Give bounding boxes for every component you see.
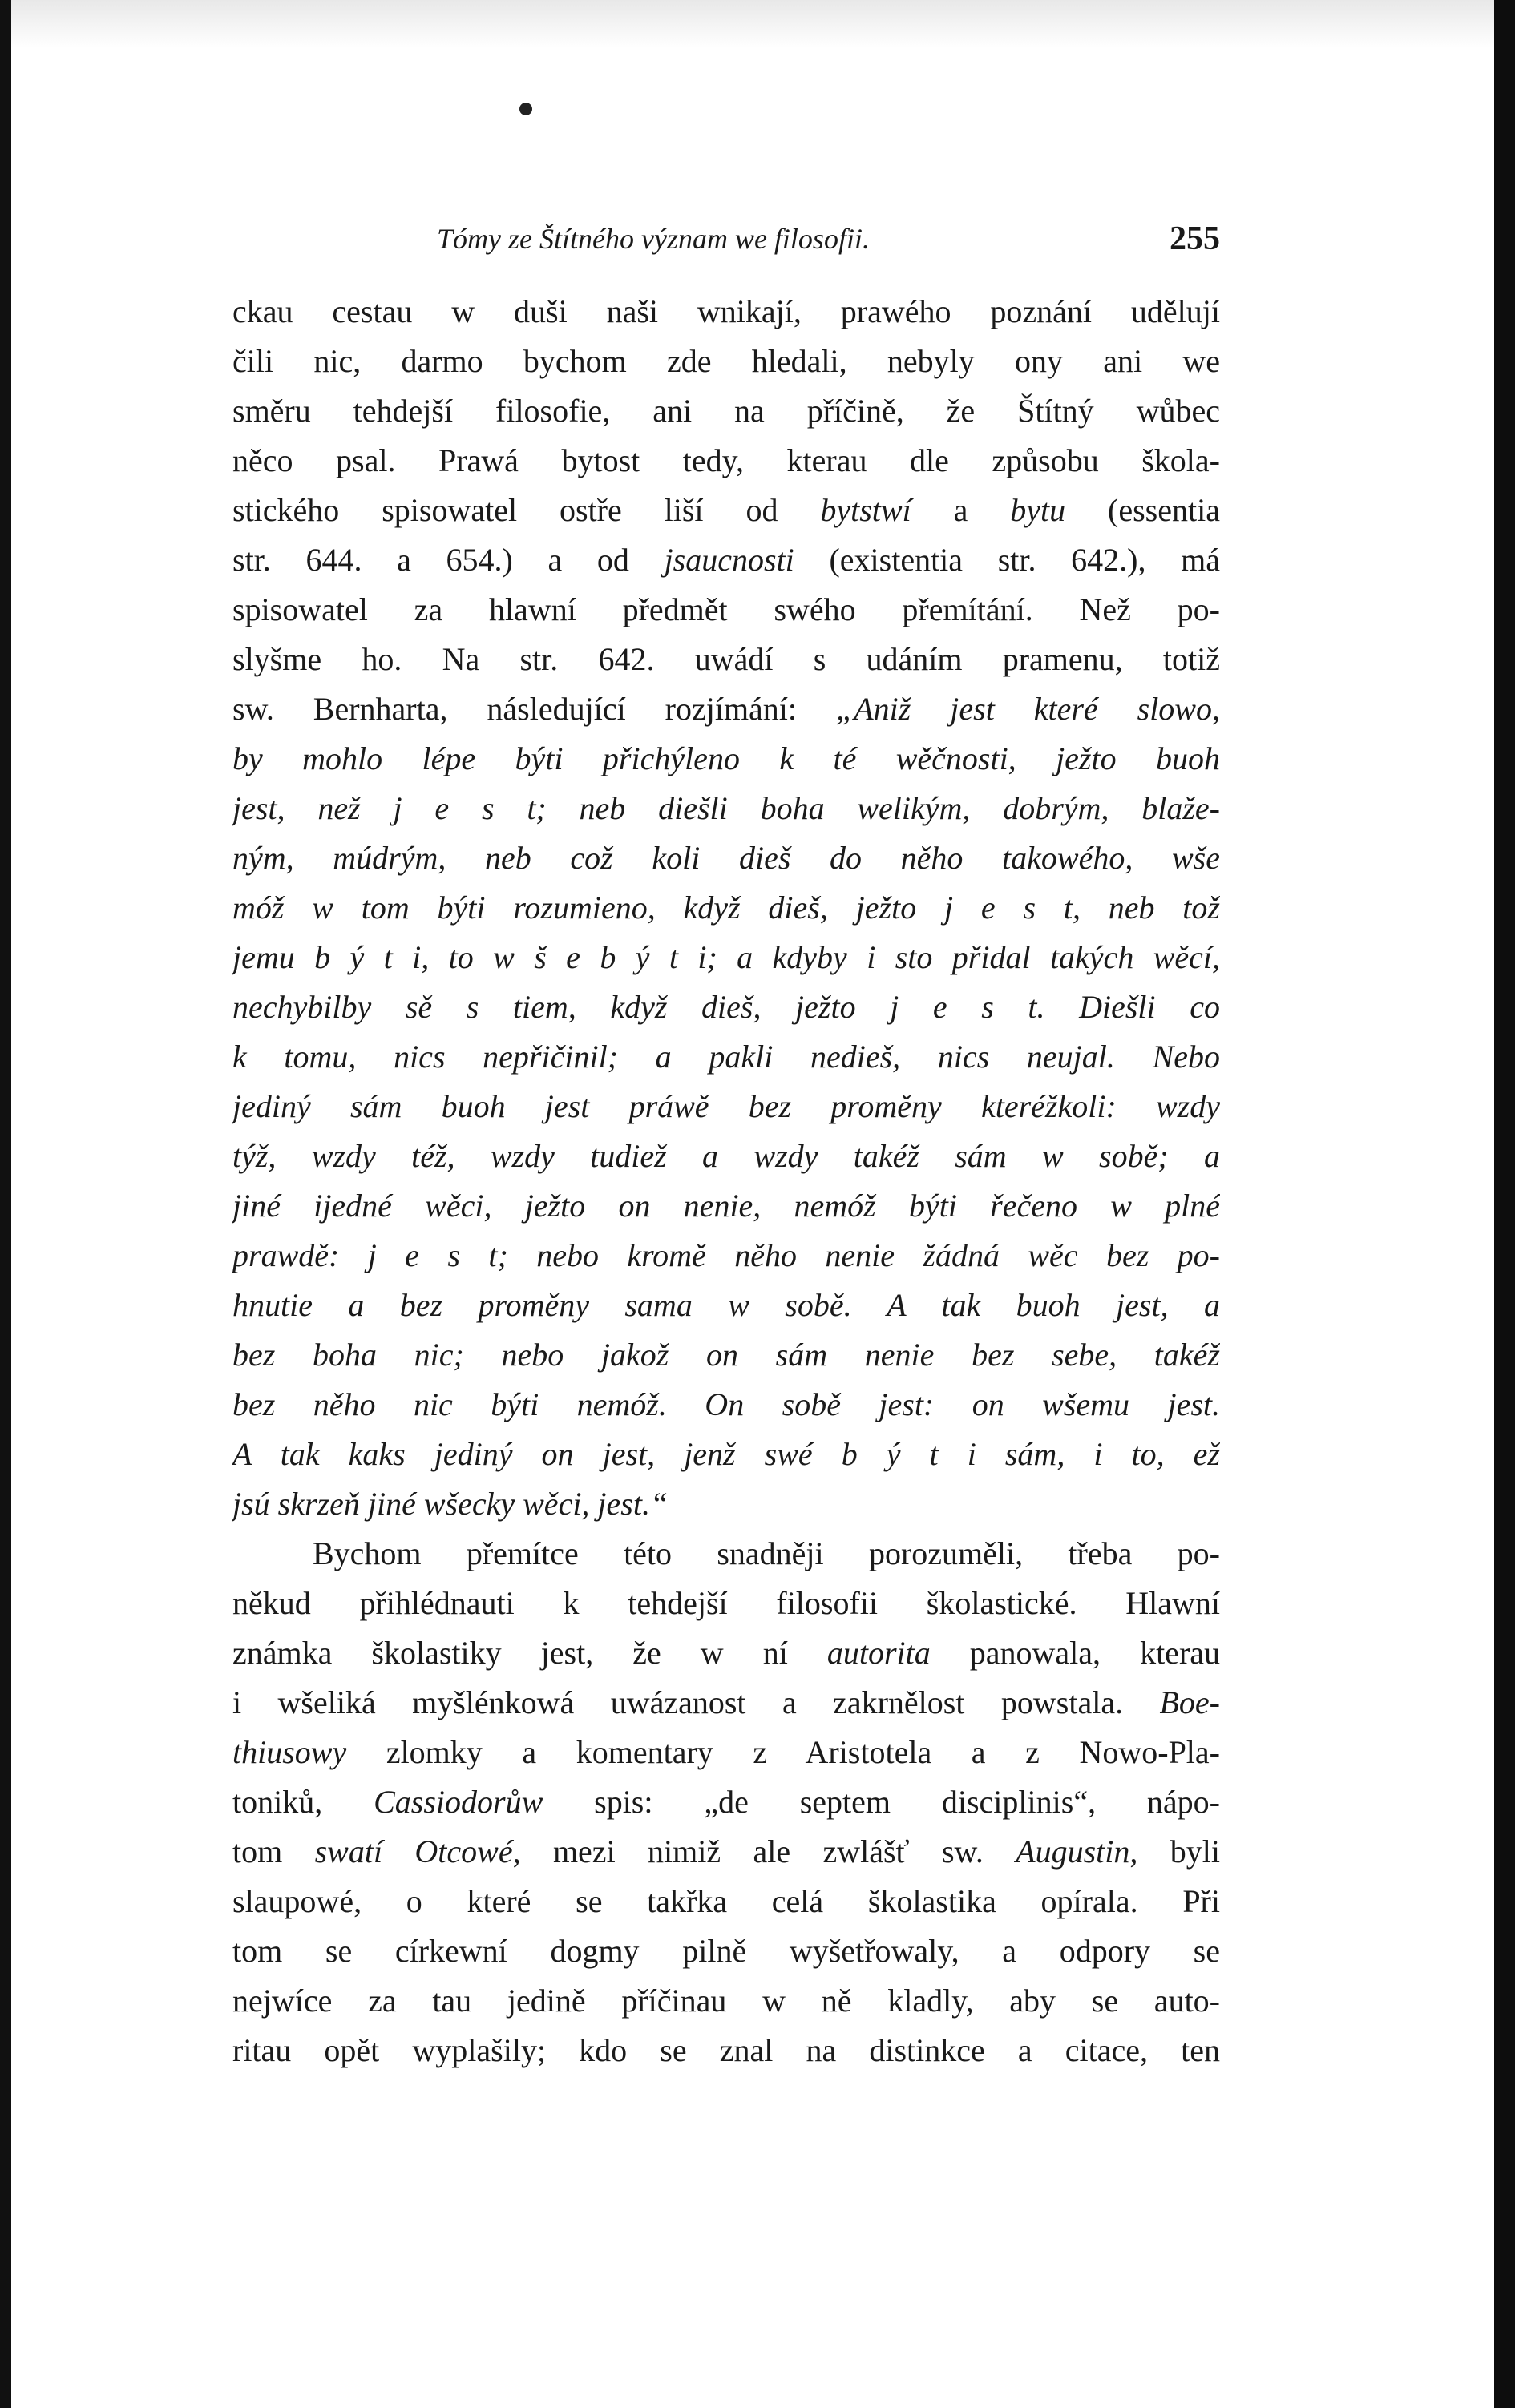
italic-text-segment: Boe- — [1159, 1684, 1220, 1720]
italic-text-segment: móž w tom býti rozumieno, když dieš, ježto j e s t, neb tož — [232, 889, 1220, 926]
text-line — [232, 1926, 1220, 1976]
text-line — [232, 1728, 1220, 1777]
text-segment: něco psal. Prawá bytost tedy, kterau dle způsobu škola- — [232, 442, 1220, 478]
italic-text-segment: jsaucnosti — [664, 542, 794, 578]
italic-text-segment: jest, než j e s t; neb diešli boha welikým, dobrým, blaže- — [232, 790, 1220, 826]
text-line — [232, 1082, 1220, 1131]
italic-text-segment: A tak kaks jediný on jest, jenž swé b ý t i sám, i to, ež — [232, 1436, 1220, 1472]
italic-text-segment: týž, wzdy též, wzdy tudiež a wzdy takéž sám w sobě; a — [232, 1138, 1220, 1174]
italic-text-segment: nechybilby sě s tiem, když dieš, ježto j e s t. Diešli co — [232, 989, 1220, 1025]
text-line — [232, 486, 1220, 535]
text-line — [232, 1380, 1220, 1430]
italic-text-segment: bez něho nic býti nemóž. On sobě jest: on wšemu jest. — [232, 1386, 1220, 1422]
italic-text-segment: Cassiodorůw — [374, 1784, 543, 1820]
text-segment: známka školastiky jest, že w ní — [232, 1635, 827, 1671]
text-segment: (existentia str. 642.), má — [794, 542, 1220, 578]
text-segment: slyšme ho. Na str. 642. uwádí s udáním pramenu, totiž — [232, 641, 1220, 677]
text-segment: i wšeliká myšlénkowá uwázanost a zakrnělost powstala. — [232, 1684, 1160, 1720]
text-line — [232, 1032, 1220, 1082]
text-segment: a — [911, 492, 1011, 528]
text-segment: (essentia — [1065, 492, 1220, 528]
text-segment: spisowatel za hlawní předmět swého přemítání. Než po- — [232, 591, 1220, 627]
italic-text-segment: jemu b ý t i, to w š e b ý t i; a kdyby i sto přidal takých wěcí, — [232, 939, 1220, 975]
text-line — [232, 933, 1220, 982]
text-line — [232, 1628, 1220, 1678]
text-line — [232, 1430, 1220, 1479]
italic-text-segment: by mohlo lépe býti přichýleno k té wěčnosti, ježto buoh — [232, 740, 1220, 776]
text-segment: ritau opět wyplašily; kdo se znal na distinkce a citace, ten — [232, 2032, 1220, 2068]
italic-text-segment: jediný sám buoh jest práwě bez proměny kteréžkoli: wzdy — [232, 1088, 1220, 1124]
text-line — [232, 833, 1220, 883]
text-line — [232, 1579, 1220, 1628]
page-header — [232, 215, 1220, 263]
text-segment: slaupowé, o které se takřka celá školastika opírala. Při — [232, 1883, 1220, 1919]
text-segment: spis: „de septem disciplinis“, nápo- — [543, 1784, 1220, 1820]
text-line — [232, 684, 1220, 734]
text-segment: toniků, — [232, 1784, 374, 1820]
italic-text-segment: bytstwí — [820, 492, 911, 528]
text-line — [232, 1529, 1220, 1579]
text-line — [232, 436, 1220, 486]
text-line — [232, 784, 1220, 833]
text-line — [232, 287, 1220, 337]
body-text — [232, 287, 1220, 2075]
italic-text-segment: swatí Otcowé — [314, 1833, 513, 1870]
text-line — [232, 386, 1220, 436]
text-line — [232, 1281, 1220, 1330]
page-number: 255 — [1170, 220, 1220, 257]
text-line — [232, 1678, 1220, 1728]
text-segment: někud přihlédnauti k tehdejší filosofii školastické. Hlawní — [232, 1585, 1220, 1621]
italic-text-segment: jiné ijedné wěci, ježto on nenie, nemóž býti řečeno w plné — [232, 1188, 1220, 1224]
text-line — [232, 734, 1220, 784]
italic-text-segment: k tomu, nics nepřičinil; a pakli nedieš, nics neujal. Nebo — [232, 1039, 1220, 1075]
scan-left-edge — [0, 0, 11, 2408]
text-line — [232, 883, 1220, 933]
text-segment: zlomky a komentary z Aristotela a z Nowo-Pla- — [346, 1734, 1220, 1770]
running-title: Tómy ze Štítného význam we filosofii. — [437, 223, 870, 255]
text-line — [232, 1827, 1220, 1877]
text-line — [232, 337, 1220, 386]
italic-text-segment: jsú skrzeň jiné wšecky wěci, jest.“ — [232, 1486, 669, 1522]
italic-text-segment: bez boha nic; nebo jakož on sám nenie bez sebe, takéž — [232, 1337, 1220, 1373]
text-line — [232, 1181, 1220, 1231]
italic-text-segment: prawdě: j e s t; nebo kromě něho nenie žádná wěc bez po- — [232, 1237, 1220, 1273]
text-line — [232, 1877, 1220, 1926]
text-segment: tom se církewní dogmy pilně wyšetřowaly, a odpory se — [232, 1933, 1220, 1969]
text-line — [232, 1131, 1220, 1181]
text-line — [232, 635, 1220, 684]
text-segment: , byli — [1129, 1833, 1220, 1870]
text-line — [232, 1777, 1220, 1827]
text-segment: str. 644. a 654.) a od — [232, 542, 665, 578]
text-line — [232, 585, 1220, 635]
text-segment: tom — [232, 1833, 315, 1870]
italic-text-segment: bytu — [1010, 492, 1066, 528]
text-segment: sw. Bernharta, následující rozjímání: — [232, 691, 836, 727]
text-segment: stického spisowatel ostře liší od — [232, 492, 821, 528]
scan-right-edge — [1494, 0, 1515, 2408]
italic-text-segment: hnutie a bez proměny sama w sobě. A tak buoh jest, a — [232, 1287, 1220, 1323]
italic-text-segment: ným, múdrým, neb což koli dieš do něho takowého, wše — [232, 840, 1220, 876]
text-segment: nejwíce za tau jedině příčinau w ně kladly, aby se auto- — [232, 1982, 1220, 2019]
text-segment: čili nic, darmo bychom zde hledali, nebyly ony ani we — [232, 343, 1220, 379]
text-line — [232, 1479, 1220, 1529]
text-line — [232, 1976, 1220, 2026]
text-line — [232, 1330, 1220, 1380]
text-segment: , mezi nimiž ale zwlášť sw. — [512, 1833, 1016, 1870]
text-segment: ckau cestau w duši naši wnikají, prawého poznání udělují — [232, 293, 1220, 329]
text-line — [232, 982, 1220, 1032]
text-line — [232, 2026, 1220, 2075]
italic-text-segment: Augustin — [1016, 1833, 1130, 1870]
text-segment: směru tehdejší filosofie, ani na příčině, že Štítný wůbec — [232, 393, 1220, 429]
italic-text-segment: „Aniž jest které slowo, — [835, 691, 1220, 727]
text-line — [232, 1231, 1220, 1281]
text-segment: panowala, kterau — [930, 1635, 1220, 1671]
scan-top-shadow — [0, 0, 1515, 48]
text-line — [232, 535, 1220, 585]
italic-text-segment: thiusowy — [232, 1734, 347, 1770]
ink-dot-mark — [519, 103, 532, 115]
italic-text-segment: autorita — [826, 1635, 931, 1671]
text-segment: Bychom přemítce této snadněji porozuměli, třeba po- — [313, 1535, 1220, 1571]
